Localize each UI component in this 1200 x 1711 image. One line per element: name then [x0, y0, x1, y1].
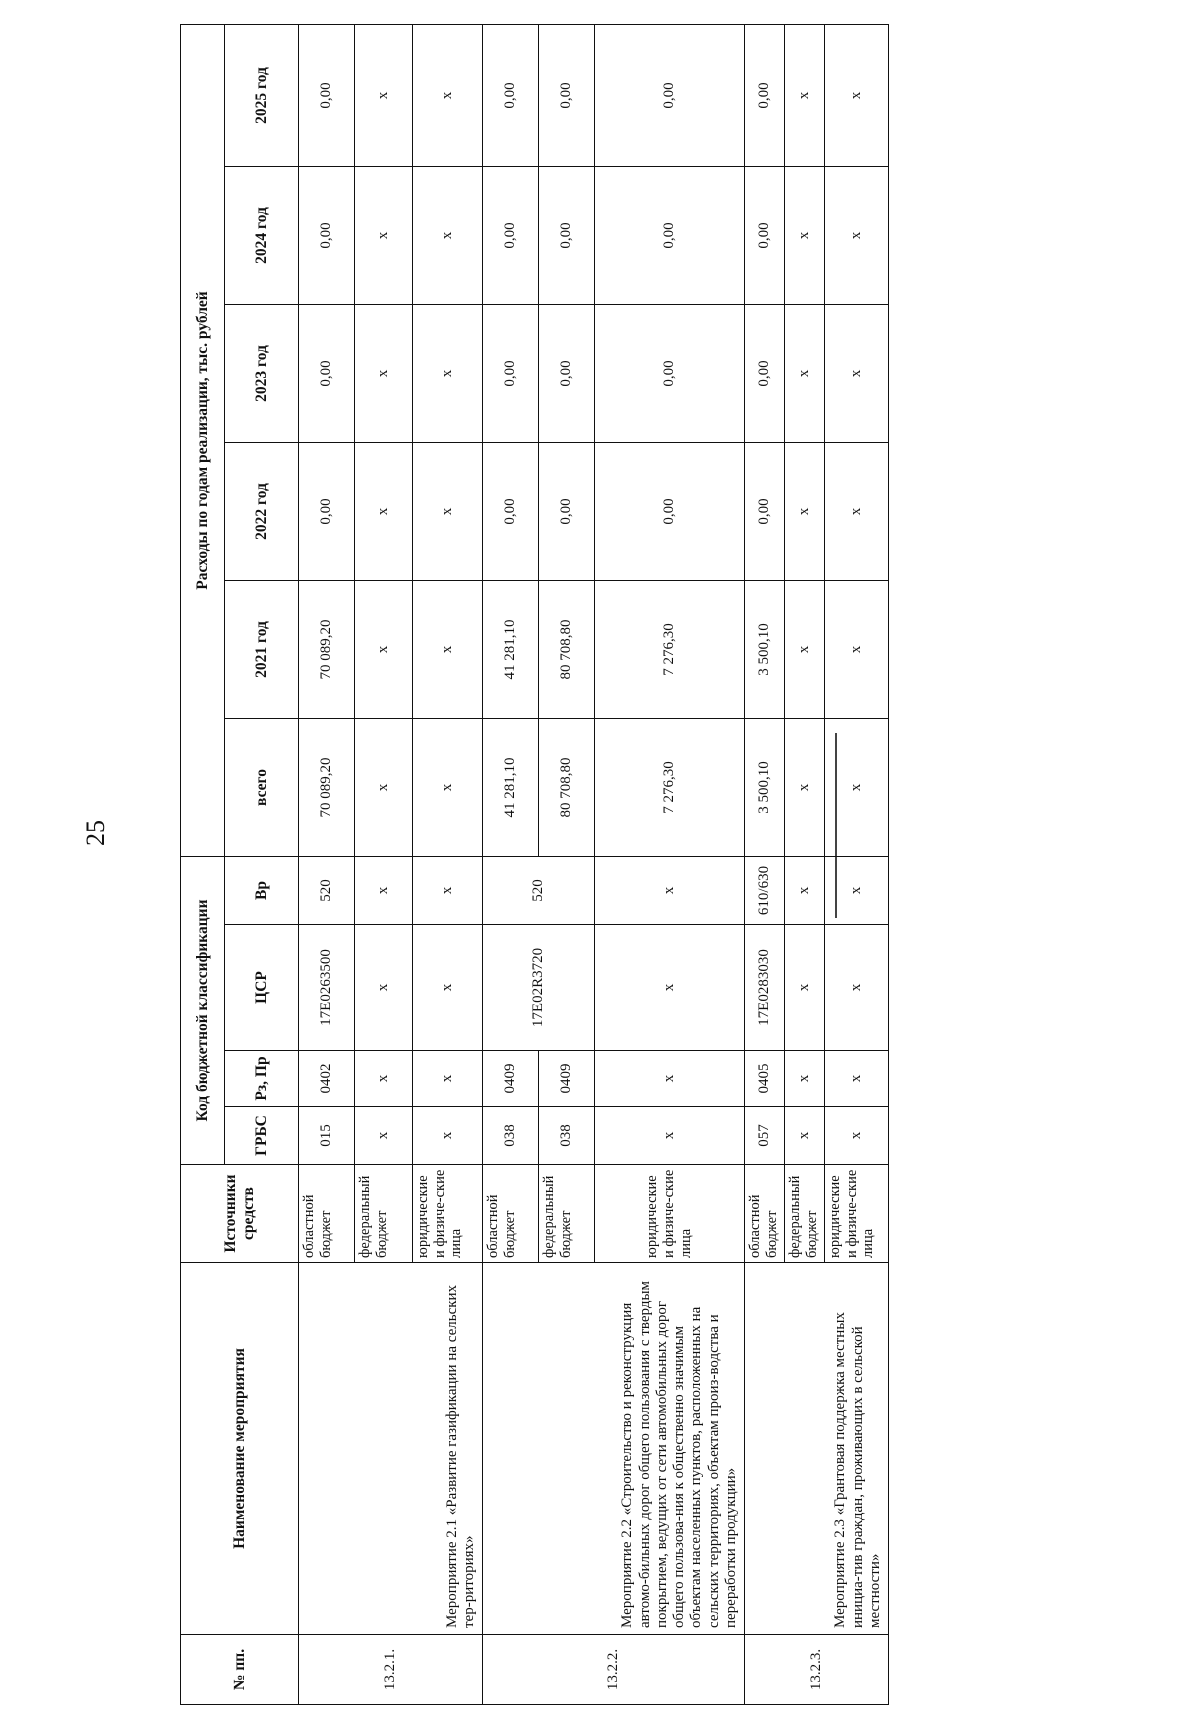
y2024-cell: х: [413, 166, 483, 304]
event-name: Мероприятие 2.3 «Грантовая поддержка местных инициа-тив граждан, проживающих в сельской местности»: [745, 1263, 889, 1635]
y2021-cell: х: [785, 580, 825, 718]
vr-cell: х: [595, 856, 745, 924]
y2023-cell: 0,00: [595, 304, 745, 442]
y2021-cell: 80 708,80: [539, 580, 595, 718]
rzpr-cell: х: [825, 1051, 889, 1107]
y2023-cell: 0,00: [299, 304, 355, 442]
rzpr-cell: 0402: [299, 1051, 355, 1107]
rzpr-cell: х: [413, 1051, 483, 1107]
y2025-cell: 0,00: [595, 24, 745, 166]
y2023-cell: х: [413, 304, 483, 442]
y2024-cell: х: [785, 166, 825, 304]
y2022-cell: 0,00: [539, 442, 595, 580]
vr-cell: х: [355, 856, 413, 924]
vr-cell: х: [413, 856, 483, 924]
event-name: Мероприятие 2.2 «Строительство и реконструкция автомо-бильных дорог общего пользования с твердым покрытием, ведущих от сети автомобильных дорог общего пользова-ния к общественно значимым объектам населенных пунктов, расположенных на сельских территориях, объектам произ-водства и переработки продукции»: [483, 1263, 745, 1635]
vr-cell: 520: [483, 856, 595, 924]
header-2021: 2021 год: [225, 580, 299, 718]
y2023-cell: х: [355, 304, 413, 442]
header-sources: Источники средств: [181, 1165, 299, 1263]
y2022-cell: 0,00: [299, 442, 355, 580]
source-cell: областной бюджет: [483, 1165, 539, 1263]
grbs-cell: х: [785, 1107, 825, 1165]
csr-cell: 17Е0283030: [745, 925, 785, 1051]
rzpr-cell: х: [355, 1051, 413, 1107]
grbs-cell: 038: [539, 1107, 595, 1165]
y2024-cell: х: [825, 166, 889, 304]
csr-cell: 17Е0263500: [299, 925, 355, 1051]
rzpr-cell: х: [595, 1051, 745, 1107]
grbs-cell: 038: [483, 1107, 539, 1165]
header-expenses: Расходы по годам реализации, тыс. рублей: [181, 24, 225, 856]
table-row: [745, 24, 785, 1704]
y2023-cell: 0,00: [745, 304, 785, 442]
y2023-cell: 0,00: [483, 304, 539, 442]
header-rzpr: Рз, Пр: [225, 1051, 299, 1107]
source-cell: юридические и физиче-ские лица: [595, 1165, 745, 1263]
total-cell: х: [355, 718, 413, 856]
total-cell: 7 276,30: [595, 718, 745, 856]
source-cell: областной бюджет: [745, 1165, 785, 1263]
rotated-table-wrapper: [180, 25, 1180, 1705]
csr-cell: х: [595, 925, 745, 1051]
y2025-cell: 0,00: [745, 24, 785, 166]
vr-cell: 610/630: [745, 856, 785, 924]
row-number: 13.2.1.: [299, 1635, 483, 1705]
grbs-cell: 057: [745, 1107, 785, 1165]
page-number: 25: [81, 820, 110, 846]
y2021-cell: 41 281,10: [483, 580, 539, 718]
source-cell: федеральный бюджет: [355, 1165, 413, 1263]
y2021-cell: х: [413, 580, 483, 718]
grbs-cell: х: [595, 1107, 745, 1165]
y2022-cell: 0,00: [483, 442, 539, 580]
grbs-cell: х: [413, 1107, 483, 1165]
header-num: № пп.: [181, 1635, 299, 1705]
y2025-cell: х: [413, 24, 483, 166]
rzpr-cell: 0405: [745, 1051, 785, 1107]
vr-cell: 520: [299, 856, 355, 924]
csr-cell: х: [413, 925, 483, 1051]
y2021-cell: х: [825, 580, 889, 718]
y2021-cell: 3 500,10: [745, 580, 785, 718]
y2022-cell: х: [785, 442, 825, 580]
total-cell: х: [413, 718, 483, 856]
y2021-cell: х: [355, 580, 413, 718]
y2021-cell: 7 276,30: [595, 580, 745, 718]
source-cell: юридические и физиче-ские лица: [413, 1165, 483, 1263]
y2022-cell: 0,00: [745, 442, 785, 580]
rzpr-cell: 0409: [483, 1051, 539, 1107]
y2025-cell: 0,00: [483, 24, 539, 166]
csr-cell: х: [825, 925, 889, 1051]
event-name: Мероприятие 2.1 «Развитие газификации на сельских тер-риториях»: [299, 1263, 483, 1635]
header-csr: ЦСР: [225, 925, 299, 1051]
csr-cell: х: [785, 925, 825, 1051]
header-2025: 2025 год: [225, 24, 299, 166]
y2022-cell: х: [825, 442, 889, 580]
total-cell: 41 281,10: [483, 718, 539, 856]
source-cell: федеральный бюджет: [539, 1165, 595, 1263]
source-cell: федеральный бюджет: [785, 1165, 825, 1263]
y2024-cell: х: [355, 166, 413, 304]
header-total: всего: [225, 718, 299, 856]
vr-cell: х: [825, 856, 889, 924]
budget-table: [180, 24, 889, 1705]
y2025-cell: 0,00: [539, 24, 595, 166]
table-row: [483, 24, 539, 1704]
y2025-cell: х: [825, 24, 889, 166]
header-budget-code: Код бюджетной классификации: [181, 856, 225, 1164]
total-cell: 3 500,10: [745, 718, 785, 856]
y2024-cell: 0,00: [483, 166, 539, 304]
header-2024: 2024 год: [225, 166, 299, 304]
csr-cell: 17Е02R3720: [483, 925, 595, 1051]
row-number: 13.2.3.: [745, 1635, 889, 1705]
y2022-cell: 0,00: [595, 442, 745, 580]
total-cell: х: [785, 718, 825, 856]
vr-cell: х: [785, 856, 825, 924]
y2021-cell: 70 089,20: [299, 580, 355, 718]
y2025-cell: х: [355, 24, 413, 166]
y2023-cell: х: [785, 304, 825, 442]
csr-cell: х: [355, 925, 413, 1051]
table-row: [299, 24, 355, 1704]
y2022-cell: х: [413, 442, 483, 580]
y2025-cell: 0,00: [299, 24, 355, 166]
y2022-cell: х: [355, 442, 413, 580]
total-cell: х: [825, 718, 889, 856]
source-cell: юридические и физиче-ские лица: [825, 1165, 889, 1263]
total-cell: 80 708,80: [539, 718, 595, 856]
total-cell: 70 089,20: [299, 718, 355, 856]
grbs-cell: х: [825, 1107, 889, 1165]
grbs-cell: х: [355, 1107, 413, 1165]
y2024-cell: 0,00: [595, 166, 745, 304]
y2024-cell: 0,00: [745, 166, 785, 304]
header-grbs: ГРБС: [225, 1107, 299, 1165]
y2023-cell: 0,00: [539, 304, 595, 442]
header-2022: 2022 год: [225, 442, 299, 580]
header-name: Наименование мероприятия: [181, 1263, 299, 1635]
source-cell: областной бюджет: [299, 1165, 355, 1263]
y2024-cell: 0,00: [539, 166, 595, 304]
rzpr-cell: 0409: [539, 1051, 595, 1107]
header-vr: Вр: [225, 856, 299, 924]
y2025-cell: х: [785, 24, 825, 166]
header-2023: 2023 год: [225, 304, 299, 442]
rzpr-cell: х: [785, 1051, 825, 1107]
row-number: 13.2.2.: [483, 1635, 745, 1705]
y2024-cell: 0,00: [299, 166, 355, 304]
grbs-cell: 015: [299, 1107, 355, 1165]
y2023-cell: х: [825, 304, 889, 442]
